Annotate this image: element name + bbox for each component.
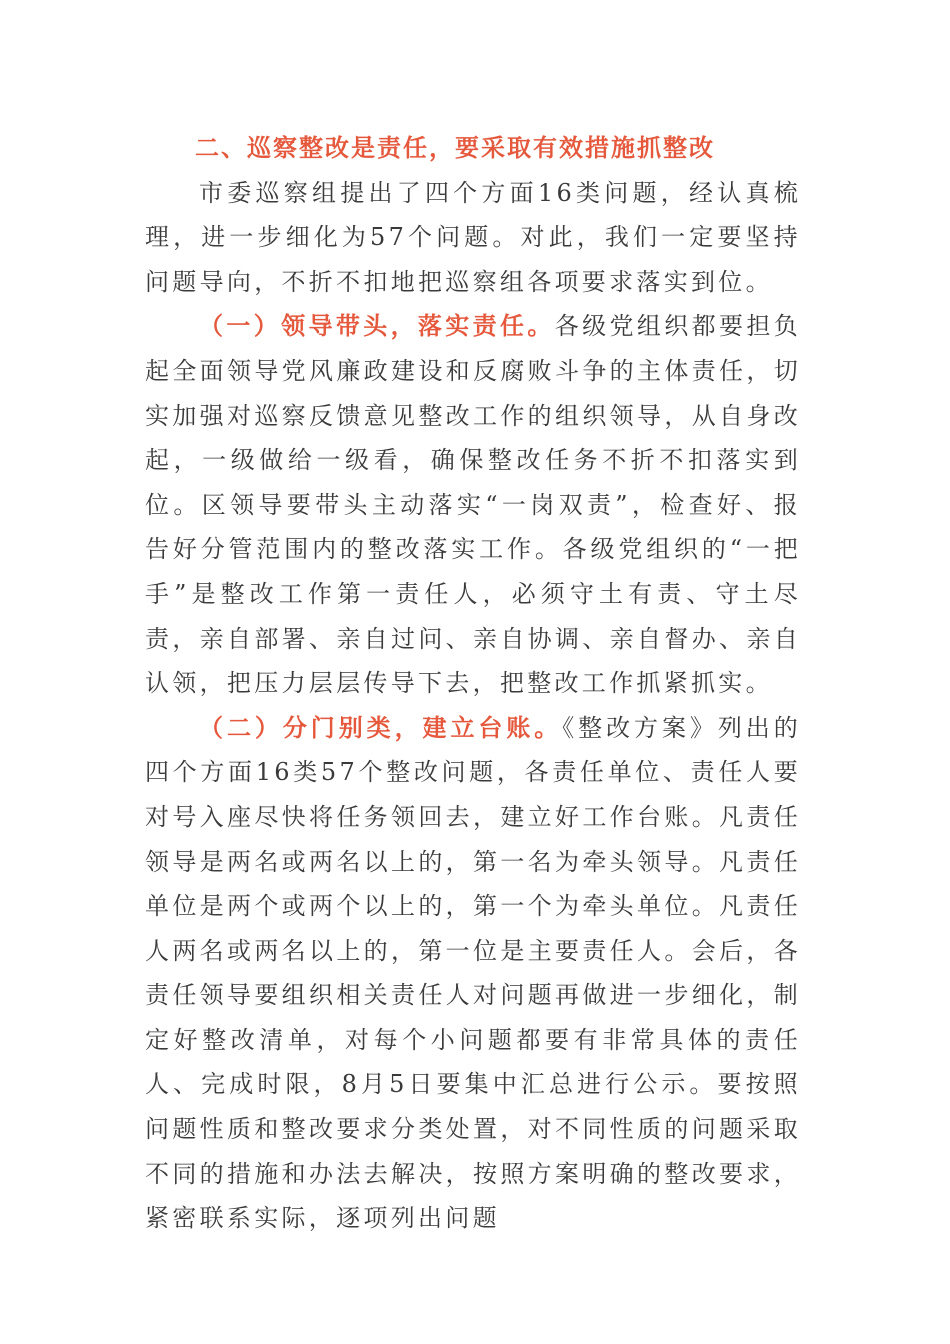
paragraph-text: 各级党组织都要担负起全面领导党风廉政建设和反腐败斗争的主体责任，切实加强对巡察反馈意见整改工作的组织领导，从自身改起，一级做给一级看，确保整改任务不折不扣落实到位。区领导要带头主动落实“一岗双责”，检查好、报告好分管范围内的整改落实工作。各级党组织的“一把手”是整改工作第一责任人，必须守土有责、守土尽责，亲自部署、亲自过问、亲自协调、亲自督办、亲自认领，把压力层层传导下去，把整改工作抓紧抓实。	[145, 312, 801, 698]
paragraph-intro	[145, 171, 801, 305]
document-body	[145, 126, 801, 1241]
paragraph-text: 市委巡察组提出了四个方面16类问题，经认真梳理，进一步细化为57个问题。对此，我们一定要坚持问题导向，不折不扣地把巡察组各项要求落实到位。	[145, 178, 801, 296]
paragraph-ledger	[145, 706, 801, 1241]
paragraph-leadership	[145, 304, 801, 705]
section-heading: 二、巡察整改是责任，要采取有效措施抓整改	[195, 134, 715, 162]
subsection-lead: （二）分门别类，建立台账。	[199, 713, 563, 742]
subsection-lead: （一）领导带头，落实责任。	[199, 312, 555, 341]
paragraph-text: 《整改方案》列出的四个方面16类57个整改问题，各责任单位、责任人要对号入座尽快将任务领回去，建立好工作台账。凡责任领导是两名或两名以上的，第一名为牵头领导。凡责任单位是两个或两个以上的，第一个为牵头单位。凡责任人两名或两名以上的，第一位是主要责任人。会后，各责任领导要组织相关责任人对问题再做进一步细化，制定好整改清单，对每个小问题都要有非常具体的责任人、完成时限，8月5日要集中汇总进行公示。要按照问题性质和整改要求分类处置，对不同性质的问题采取不同的措施和办法去解决，按照方案明确的整改要求，紧密联系实际，逐项列出问题	[145, 713, 802, 1233]
